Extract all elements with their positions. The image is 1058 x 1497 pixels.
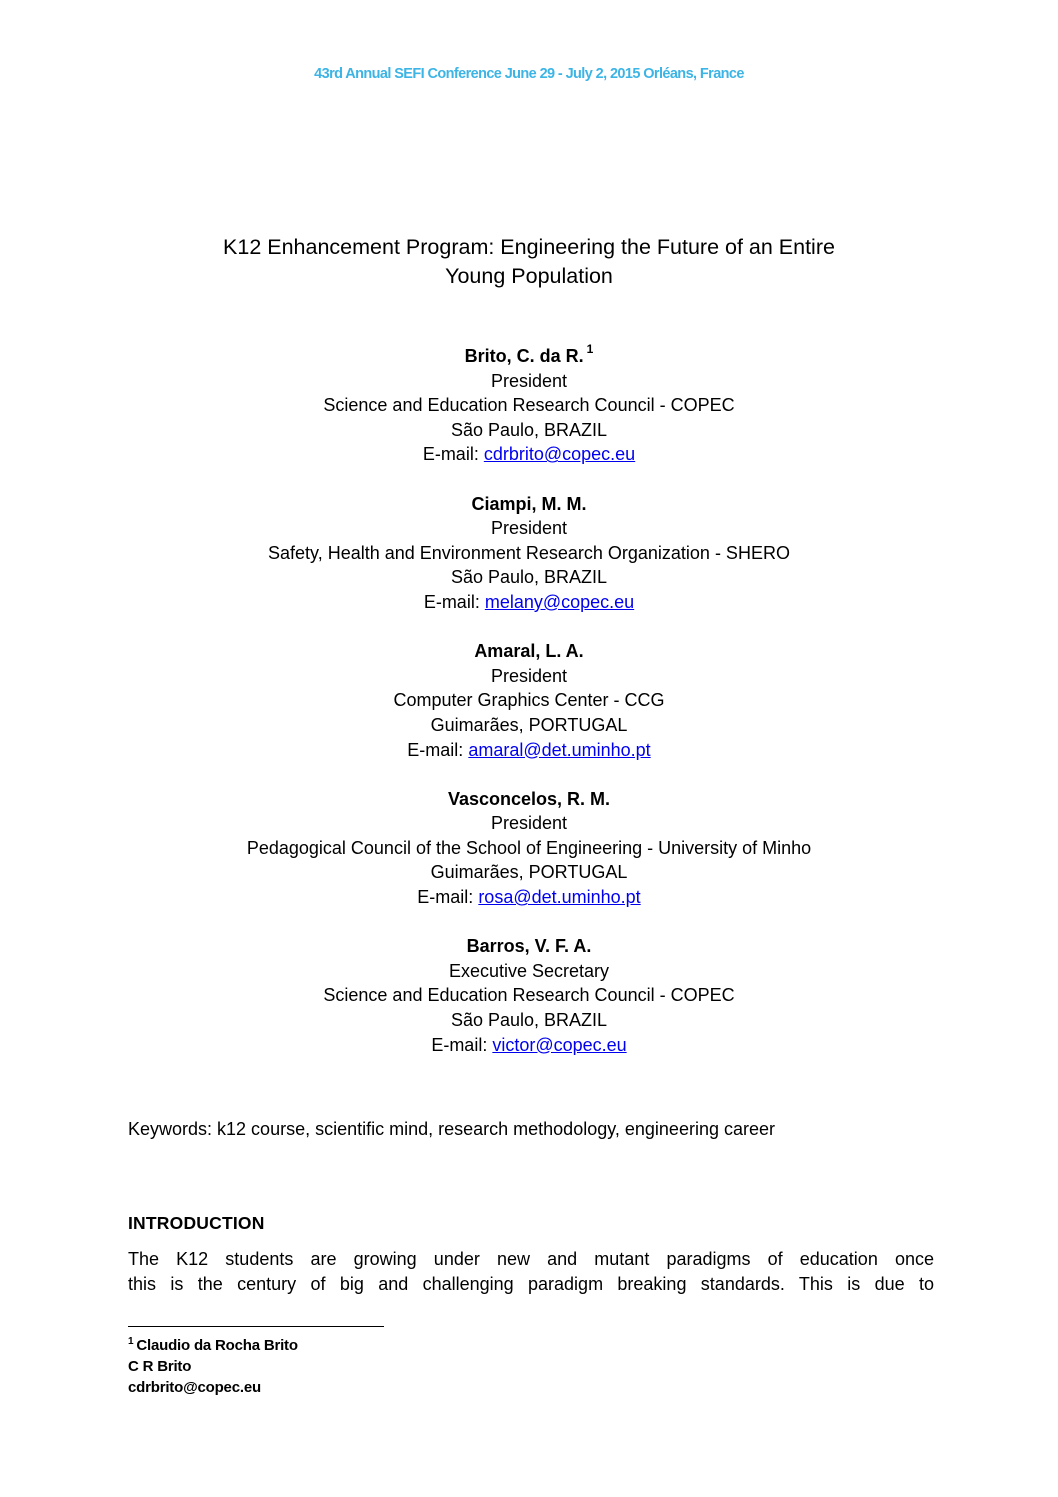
author-name: Vasconcelos, R. M. (447, 788, 611, 809)
author-email-link[interactable]: melany@copec.eu (484, 591, 635, 612)
title-line-1: K12 Enhancement Program: Engineering the Future of an Entire (223, 235, 835, 259)
footnote-mark: 1 (586, 342, 594, 356)
footnote-divider (128, 1326, 384, 1327)
author-org: Safety, Health and Environment Research Organization - SHERO (268, 542, 790, 563)
author-email-line: E-mail: rosa@det.uminho.pt (417, 887, 641, 908)
author-location: São Paulo, BRAZIL (450, 567, 608, 588)
author-location: São Paulo, BRAZIL (450, 419, 608, 440)
paragraph-line: The K12 students are growing under new and mutant paradigms of education once (128, 1249, 934, 1269)
author-location: São Paulo, BRAZIL (450, 1010, 608, 1031)
author-name: Barros, V. F. A. (466, 936, 592, 957)
paper-title (100, 233, 958, 291)
footnote-line: C R Brito (128, 1358, 192, 1375)
author-email-link[interactable]: rosa@det.uminho.pt (478, 887, 641, 908)
author-email-link[interactable]: amaral@det.uminho.pt (468, 739, 651, 760)
footnote-line: cdrbrito@copec.eu (128, 1379, 261, 1396)
author-list (0, 344, 1058, 1082)
introduction-paragraph (128, 1247, 934, 1296)
author-role: President (490, 813, 568, 834)
author-name: Ciampi, M. M. (471, 493, 587, 514)
title-line-2: Young Population (445, 264, 613, 288)
footnote-line: $^1$ Claudio da Rocha Brito (128, 1336, 298, 1354)
paragraph-line: this is the century of big and challenging paradigm breaking standards. This is due to (128, 1273, 934, 1294)
author-org: Science and Education Research Council - COPEC (323, 985, 735, 1006)
author-block (0, 344, 1058, 467)
author-org: Pedagogical Council of the School of Engineering - University of Minho (246, 837, 812, 858)
author-block (0, 492, 1058, 615)
author-email-line: E-mail: victor@copec.eu (431, 1034, 627, 1055)
author-email-line: E-mail: amaral@det.uminho.pt (407, 739, 651, 760)
author-block (0, 934, 1058, 1057)
author-org: Computer Graphics Center - CCG (393, 690, 665, 711)
author-name: Amaral, L. A. (474, 641, 584, 662)
footnote-mark: 1 (128, 1336, 134, 1347)
author-org: Science and Education Research Council - COPEC (323, 395, 735, 416)
footnote (128, 1335, 298, 1398)
section-heading-introduction: INTRODUCTION (128, 1213, 265, 1233)
author-location: Guimarães, PORTUGAL (430, 714, 628, 735)
author-email-link[interactable]: cdrbrito@copec.eu (483, 444, 636, 465)
author-block (0, 787, 1058, 910)
author-email-line: E-mail: cdrbrito@copec.eu (422, 444, 636, 465)
author-role: Executive Secretary (448, 960, 610, 981)
author-email-link[interactable]: victor@copec.eu (492, 1034, 627, 1055)
keywords: Keywords: k12 course, scientific mind, research methodology, engineering career (128, 1119, 775, 1139)
author-role: President (490, 518, 568, 539)
author-location: Guimarães, PORTUGAL (430, 862, 628, 883)
author-name: Brito, C. da R. $^1$ (464, 342, 594, 366)
running-header: 43rd Annual SEFI Conference June 29 - July 2, 2015 Orléans, France (314, 66, 744, 82)
author-block (0, 639, 1058, 762)
author-email-line: E-mail: melany@copec.eu (423, 591, 635, 612)
author-role: President (490, 665, 568, 686)
author-role: President (490, 370, 568, 391)
